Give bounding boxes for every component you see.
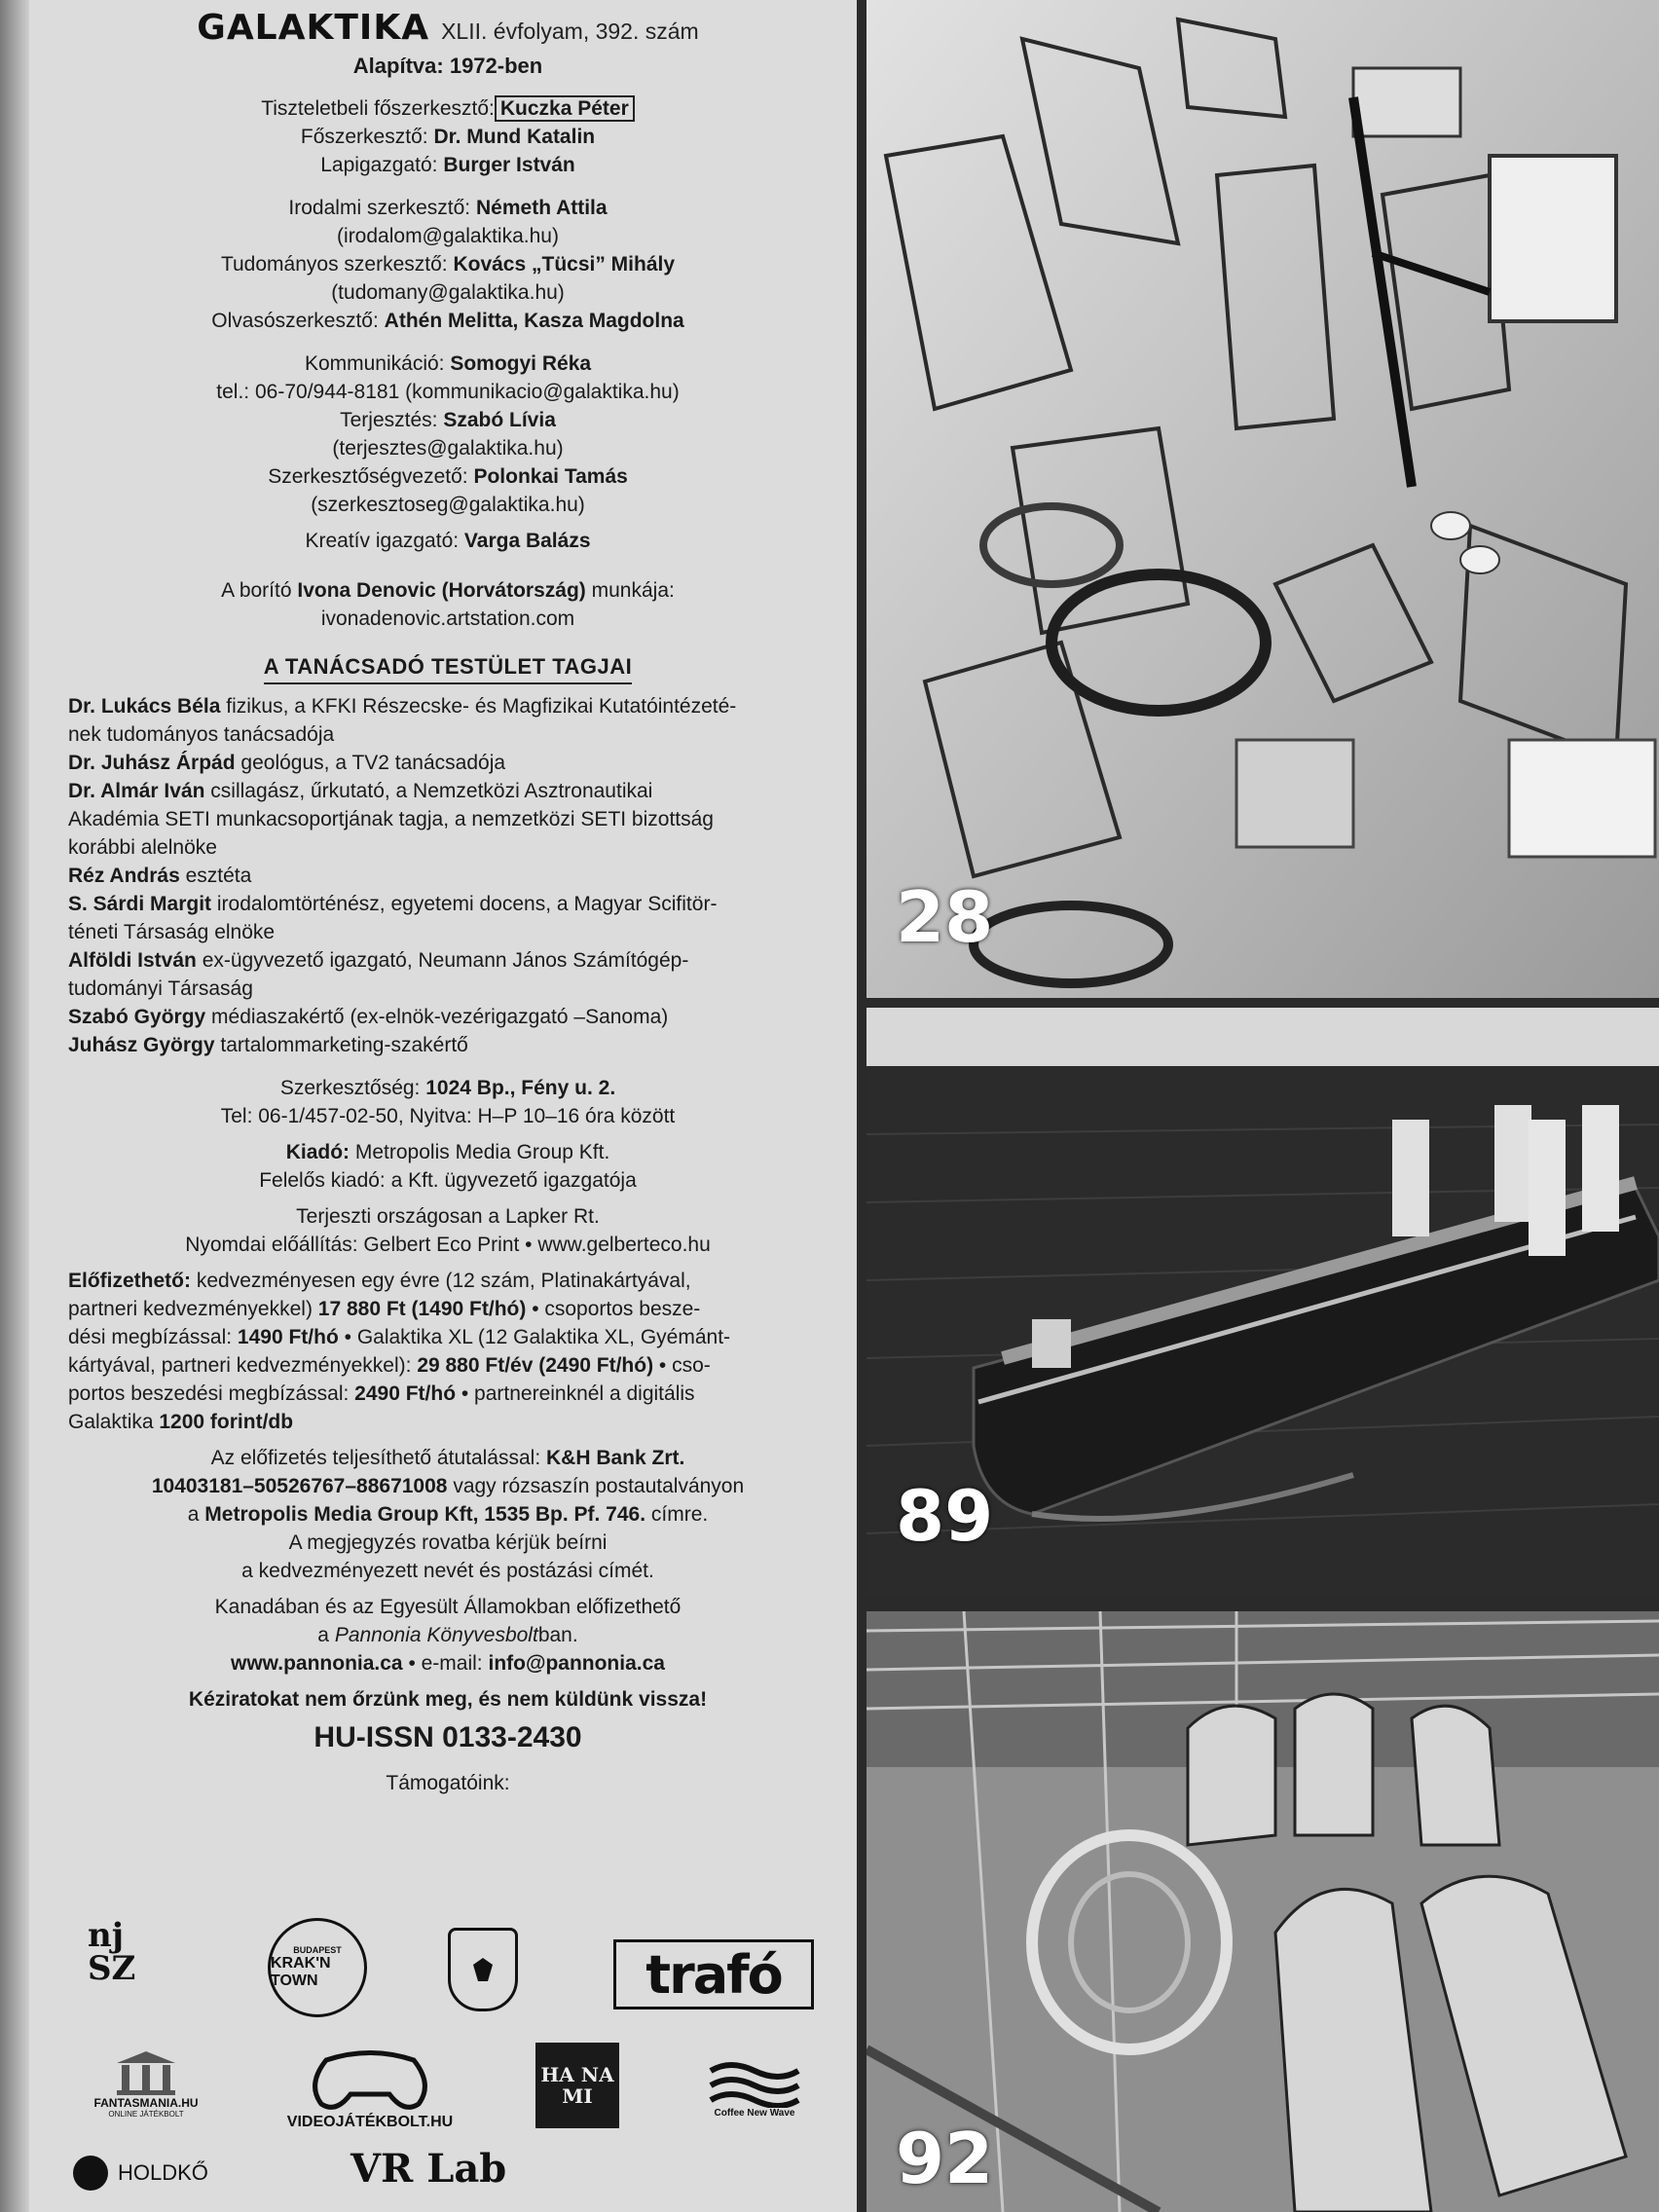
editor-in-chief: Főszerkesztő: Dr. Mund Katalin xyxy=(300,126,596,148)
subscription-line: Előfizethető: kedvezményesen egy évre (12 szám, Platinakártyával, xyxy=(68,1270,691,1292)
board-member xyxy=(68,946,828,975)
office-manager: Szerkesztőségvezető: Polonkai Tamás xyxy=(268,465,628,488)
board-member-desc: fizikus, a KFKI Részecske- és Magfizikai Kutatóintézeté- xyxy=(226,695,737,718)
board-member-desc: csillagász, űrkutató, a Nemzetközi Asztronautikai xyxy=(210,780,653,802)
board-member-desc: ex-ügyvezető igazgató, Neumann János Számítógép- xyxy=(202,949,689,972)
distribution: Terjesztés: Szabó Lívia xyxy=(340,409,556,431)
communication-tel: tel.: 06-70/944-8181 (kommunikacio@galaktika.hu) xyxy=(216,381,680,403)
printer: Nyomdai előállítás: Gelbert Eco Print • www.gelberteco.hu xyxy=(185,1234,711,1256)
vr-lab-logo: VR Lab xyxy=(350,2146,507,2192)
distributor: Terjeszti országosan a Lapker Rt. xyxy=(296,1205,600,1228)
board-member-name: Juhász György xyxy=(68,1034,215,1056)
board-member-cont xyxy=(68,975,828,1003)
founded-line: Alapítva: 1972-ben xyxy=(352,54,543,78)
imprint-column xyxy=(68,0,828,1797)
board-member-desc: médiaszakértő (ex-elnök-vezérigazgató –Sanoma) xyxy=(211,1006,669,1028)
subscription-line: portos beszedési megbízással: 2490 Ft/hó • partnereinknél a digitális xyxy=(68,1382,695,1405)
subscription-line: dési megbízással: 1490 Ft/hó • Galaktika XL (12 Galaktika XL, Gyémánt- xyxy=(68,1326,731,1348)
page-number-28: 28 xyxy=(896,876,994,958)
hanami-logo: HA NA MI xyxy=(535,2043,619,2128)
board-member-desc: esztéta xyxy=(185,865,252,887)
payment-line: a Metropolis Media Group Kft, 1535 Bp. Pf. 746. címre. xyxy=(187,1503,709,1526)
nj-logo: nj SZ xyxy=(88,1916,136,1988)
board-member xyxy=(68,692,828,720)
cover-artist-site: ivonadenovic.artstation.com xyxy=(320,608,575,630)
board-member-name: Réz András xyxy=(68,865,180,887)
photo-sail-ship xyxy=(866,1008,1659,1597)
wave-icon xyxy=(706,2059,803,2108)
subscription-line: partneri kedvezményekkel) 17 880 Ft (1490 Ft/hó) • csoportos besze- xyxy=(68,1298,701,1320)
board-member-desc: irodalomtörténész, egyetemi docens, a Magyar Scifitör- xyxy=(216,893,718,915)
board-member-name: Dr. Almár Iván xyxy=(68,780,205,802)
communication: Kommunikáció: Somogyi Réka xyxy=(304,352,592,375)
moon-icon xyxy=(73,2156,108,2191)
sponsors-label: Támogatóink: xyxy=(386,1772,510,1794)
board-member-desc: geológus, a TV2 tanácsadója xyxy=(240,752,506,774)
managing-director: Lapigazgató: Burger István xyxy=(320,154,575,176)
board-member-desc: nek tudományos tanácsadója xyxy=(68,723,335,746)
board-members xyxy=(68,692,828,1059)
proof-editor: Olvasószerkesztő: Athén Melitta, Kasza Magdolna xyxy=(211,310,684,332)
cover-credit: A borító Ivona Denovic (Horvátország) munkája: ivonadenovic.artstation.com xyxy=(68,576,828,633)
board-member-name: Szabó György xyxy=(68,1006,206,1028)
office-block xyxy=(68,1074,828,1259)
board-member-desc: tartalommarketing-szakértő xyxy=(220,1034,468,1056)
responsible-publisher: Felelős kiadó: a Kft. ügyvezető igazgatója xyxy=(259,1169,637,1192)
office-hours: Tel: 06-1/457-02-50, Nyitva: H–P 10–16 óra között xyxy=(220,1105,676,1127)
manuscript-notice: Kéziratokat nem őrzünk meg, és nem küldünk vissza! xyxy=(188,1688,708,1711)
page-number-92: 92 xyxy=(896,2118,994,2199)
subscription-line: Galaktika 1200 forint/db xyxy=(68,1411,294,1433)
board-member xyxy=(68,862,828,890)
photo-assembly-hall xyxy=(866,0,1659,998)
board-member xyxy=(68,1003,828,1031)
pannonia-email: info@pannonia.ca xyxy=(488,1652,665,1675)
board-member-desc: tudományi Társaság xyxy=(68,977,253,1000)
temple-icon xyxy=(112,2049,180,2096)
board-member-name: Dr. Lukács Béla xyxy=(68,695,221,718)
board-member-cont xyxy=(68,918,828,946)
board-member-desc: téneti Társaság elnöke xyxy=(68,921,276,943)
literary-editor: Irodalmi szerkesztő: Németh Attila xyxy=(288,197,608,219)
subscription-block xyxy=(68,1267,828,1436)
pannonia-web: www.pannonia.ca xyxy=(231,1652,403,1675)
board-member xyxy=(68,890,828,918)
coffee-new-wave-logo: Coffee New Wave xyxy=(696,2045,813,2132)
issue-number: XLII. évfolyam, 392. szám xyxy=(441,18,699,44)
payment-line: a kedvezményezett nevét és postázási címét. xyxy=(241,1560,654,1582)
masthead xyxy=(68,8,828,48)
payment-line: A megjegyzés rovatba kérjük beírni xyxy=(288,1531,608,1554)
sponsor-logos xyxy=(68,1899,828,2191)
contacts-block xyxy=(68,350,828,555)
payment-line: Az előfizetés teljesíthető átutalással: K&H Bank Zrt. xyxy=(210,1447,685,1469)
board-heading-wrap xyxy=(68,652,828,684)
board-member xyxy=(68,749,828,777)
page-number-89: 89 xyxy=(896,1475,994,1557)
issn: HU-ISSN 0133-2430 xyxy=(313,1721,582,1753)
literary-editor-email: (irodalom@galaktika.hu) xyxy=(337,225,559,247)
galaktika-logo: GALAKTIKA xyxy=(197,8,430,48)
board-member-cont xyxy=(68,805,828,833)
science-editor: Tudományos szerkesztő: Kovács „Tücsi” Mihály xyxy=(220,253,676,276)
holdko-logo: HOLDKŐ xyxy=(73,2154,297,2193)
editors-block xyxy=(68,194,828,335)
board-member-cont xyxy=(68,720,828,749)
board-member-desc: Akadémia SETI munkacsoportjának tagja, a nemzetközi SETI bizottság xyxy=(68,808,714,830)
shield-logo xyxy=(448,1928,518,2011)
creative-director: Kreatív igazgató: Varga Balázs xyxy=(305,530,591,552)
office-address: Szerkesztőség: 1024 Bp., Fény u. 2. xyxy=(279,1077,616,1099)
board-member-cont xyxy=(68,833,828,862)
distribution-email: (terjesztes@galaktika.hu) xyxy=(332,437,564,460)
trafo-logo: trafó xyxy=(613,1939,814,2009)
payment-line: 10403181–50526767–88671008 vagy rózsaszín postautalványon xyxy=(151,1475,745,1497)
subscription-line: kártyával, partneri kedvezményekkel): 29 880 Ft/év (2490 Ft/hó) • cso- xyxy=(68,1354,711,1377)
staff-block xyxy=(68,94,828,179)
board-member-name: Dr. Juhász Árpád xyxy=(68,752,236,774)
science-editor-email: (tudomany@galaktika.hu) xyxy=(331,281,565,304)
board-member xyxy=(68,777,828,805)
page-edge xyxy=(0,0,29,2212)
gamepad-icon xyxy=(307,2046,433,2114)
abroad-block: Kanadában és az Egyesült Államokban előfizethető a Pannonia Könyvesboltban. www.pannonia.ca • e-mail: info@pannonia.ca xyxy=(214,1596,682,1675)
board-heading: A TANÁCSADÓ TESTÜLET TAGJAI xyxy=(264,652,633,684)
photo-rocket-hangar xyxy=(866,1611,1659,2212)
fantasmania-logo: FANTASMANIA.HU ONLINE JÁTÉKBOLT xyxy=(73,2035,219,2132)
publisher: Kiadó: Metropolis Media Group Kft. xyxy=(285,1141,610,1163)
kraktown-logo: BUDAPEST KRAK'N TOWN xyxy=(268,1918,367,2017)
videojatekbolt-logo: VIDEOJÁTÉKBOLT.HU xyxy=(277,2035,462,2142)
board-member xyxy=(68,1031,828,1059)
honorary-editor: Tiszteletbeli főszerkesztő: Kuczka Péter xyxy=(68,94,828,123)
board-member-name: S. Sárdi Margit xyxy=(68,893,212,915)
office-manager-email: (szerkesztoseg@galaktika.hu) xyxy=(311,494,585,516)
board-member-name: Alföldi István xyxy=(68,949,197,972)
board-member-desc: korábbi alelnöke xyxy=(68,836,217,859)
payment-block xyxy=(68,1444,828,1585)
